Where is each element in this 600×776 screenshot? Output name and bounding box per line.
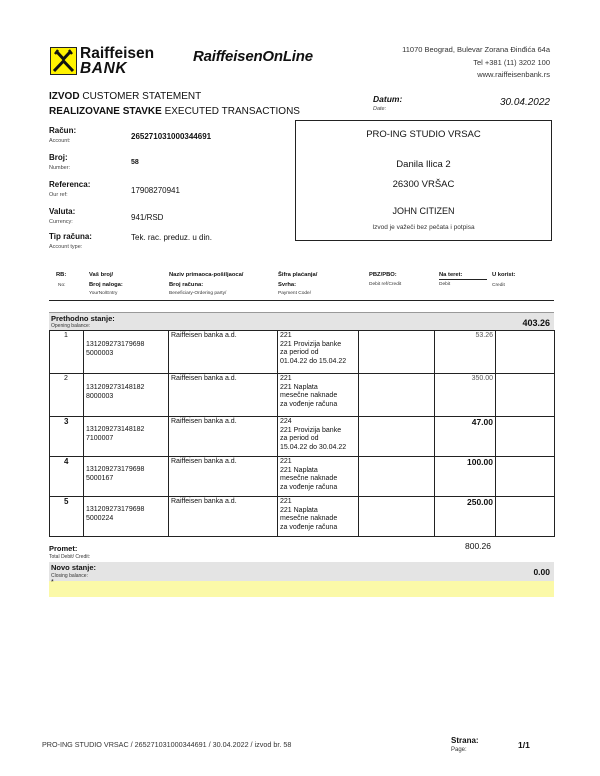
reference-value: 17908270941 <box>131 186 180 195</box>
code-line: za vođenje računa <box>280 524 338 532</box>
col-credit-label: U korist: <box>492 272 516 278</box>
code-line: za period od <box>280 349 319 357</box>
row-name: Raiffeisen banka a.d. <box>169 417 278 457</box>
code-line: 221 Naplata <box>280 506 318 514</box>
account-label: Račun: <box>49 126 77 135</box>
currency-sub: Currency: <box>49 219 73 225</box>
ref-line: 7100007 <box>86 434 114 442</box>
row-pbz <box>359 497 435 537</box>
col-rb-sub: No: <box>58 283 66 288</box>
row-pbz <box>359 331 435 374</box>
col-ref-label2: Broj naloga: <box>89 282 123 288</box>
ref-line: 131209273179698 <box>86 506 145 513</box>
row-number: 4 <box>50 457 84 497</box>
title-stavke: REALIZOVANE STAVKE <box>49 106 162 117</box>
date-value: 30.04.2022 <box>499 97 550 108</box>
date-sub: Date: <box>373 106 387 112</box>
ref-line: 5000224 <box>86 514 114 522</box>
code-line: 221 Naplata <box>280 466 318 474</box>
code-line: 221 <box>280 458 292 465</box>
table-row <box>50 331 555 374</box>
col-credit-sub: Credit <box>492 283 505 288</box>
row-debit: 100.00 <box>435 457 496 497</box>
currency-value: 941/RSD <box>131 213 164 222</box>
number-label: Broj: <box>49 153 68 162</box>
table-row <box>50 497 555 537</box>
address-line: www.raiffeisenbank.rs <box>477 70 550 79</box>
recipient-street: Danila Ilica 2 <box>396 159 451 170</box>
address-line: 11070 Beograd, Bulevar Zorana Đinđića 64a <box>402 45 550 54</box>
row-credit <box>496 457 555 497</box>
col-name-sub: Beneficiary-Ordering party/ <box>169 291 227 296</box>
row-debit: 53.26 <box>435 331 496 374</box>
ref-line: 131209273148182 <box>86 384 145 391</box>
closing-balance-row <box>49 562 554 581</box>
ref-line: 131209273179698 <box>86 341 145 348</box>
code-line: mesečne naknade <box>280 475 338 483</box>
row-credit <box>496 374 555 417</box>
reference-sub: Our ref: <box>49 192 68 198</box>
row-code <box>278 374 359 417</box>
code-line: za vođenje računa <box>280 401 338 409</box>
row-code <box>278 457 359 497</box>
col-debit-label: Na teret: <box>439 272 487 280</box>
code-line: za vođenje računa <box>280 484 338 492</box>
bank-address <box>402 44 550 82</box>
row-debit: 47.00 <box>435 417 496 457</box>
raiffeisen-logo-icon <box>50 47 77 75</box>
row-ref <box>84 331 169 374</box>
ref-line: 5000167 <box>86 474 114 482</box>
account-type-sub: Account type: <box>49 244 83 250</box>
currency-label: Valuta: <box>49 207 76 216</box>
closing-mark: * <box>51 579 54 586</box>
col-code-sub: Payment Code/ <box>278 291 312 296</box>
row-number: 1 <box>50 331 84 374</box>
ref-line: 131209273148182 <box>86 426 145 433</box>
recipient-company: PRO-ING STUDIO VRSAC <box>366 129 481 140</box>
col-name-label2: Broj računa: <box>169 282 204 288</box>
recipient-note: Izvod je važeči bez pečata i potpisa <box>372 224 475 231</box>
table-row <box>50 417 555 457</box>
row-ref <box>84 497 169 537</box>
row-name: Raiffeisen banka a.d. <box>169 331 278 374</box>
col-code-label2: Svrha: <box>278 282 297 288</box>
row-name: Raiffeisen banka a.d. <box>169 457 278 497</box>
date-label: Datum: <box>373 94 403 104</box>
opening-value: 403.26 <box>522 318 550 328</box>
row-ref <box>84 374 169 417</box>
code-line: 221 <box>280 498 292 505</box>
executed-title <box>49 106 300 117</box>
col-name-label: Naziv primaoca-pošiljaoca/ <box>169 272 244 278</box>
logo-line2: BANK <box>80 60 128 77</box>
number-value: 58 <box>131 159 139 166</box>
number-sub: Number: <box>49 165 71 171</box>
table-header <box>49 270 554 298</box>
code-line: mesečne naknade <box>280 515 338 523</box>
recipient-box <box>295 120 552 241</box>
title-izvod-rest: CUSTOMER STATEMENT <box>79 91 202 102</box>
table-row <box>50 374 555 417</box>
row-number: 2 <box>50 374 84 417</box>
col-pbz-sub: Debit ref/Credit <box>369 282 402 287</box>
col-rb-label: RB: <box>56 272 67 278</box>
opening-label: Prethodno stanje: <box>51 314 115 323</box>
opening-sub: Opening balance: <box>51 323 91 329</box>
account-value: 265271031000344691 <box>131 132 212 141</box>
code-line: 221 Provizija banke <box>280 340 342 348</box>
logo-line1: Raiffeisen <box>80 45 155 62</box>
row-pbz <box>359 374 435 417</box>
code-line: 221 <box>280 332 292 339</box>
col-debit-sub: Debit <box>439 282 451 287</box>
code-line: 221 Provizija banke <box>280 426 342 434</box>
code-line: 221 Naplata <box>280 383 318 391</box>
recipient-city: 26300 VRŠAC <box>392 179 455 190</box>
row-ref <box>84 457 169 497</box>
closing-highlight <box>49 581 554 597</box>
online-brand: RaiffeisenOnLine <box>193 48 313 65</box>
page-sub: Page: <box>451 747 467 753</box>
row-pbz <box>359 457 435 497</box>
row-ref <box>84 417 169 457</box>
footer-text: PRO-ING STUDIO VRSAC / 265271031000344691 / 30.04.2022 / izvod br. 58 <box>42 740 292 749</box>
code-line: mesečne naknade <box>280 392 338 400</box>
page-value: 1/1 <box>518 740 530 750</box>
statement-title <box>49 91 201 102</box>
page-label: Strana: <box>451 736 479 745</box>
row-code <box>278 497 359 537</box>
row-debit: 250.00 <box>435 497 496 537</box>
account-type-value: Tek. rac. preduz. u din. <box>131 233 212 242</box>
closing-sub: Closing balance: <box>51 573 88 579</box>
col-ref-sub: YourNo/Entry <box>89 291 118 296</box>
account-sub: Account: <box>49 138 71 144</box>
row-debit: 350.00 <box>435 374 496 417</box>
closing-label: Novo stanje: <box>51 563 97 572</box>
account-type-label: Tip računa: <box>49 232 92 241</box>
row-number: 5 <box>50 497 84 537</box>
ref-line: 8000003 <box>86 392 114 400</box>
code-line: 01.04.22 do 15.04.22 <box>280 358 347 366</box>
ref-line: 5000003 <box>86 349 114 357</box>
row-code <box>278 331 359 374</box>
address-line: Tel +381 (11) 3202 100 <box>473 57 550 67</box>
code-line: 221 <box>280 375 292 382</box>
row-code <box>278 417 359 457</box>
code-line: za period od <box>280 435 319 443</box>
row-credit <box>496 497 555 537</box>
code-line: 224 <box>280 418 292 425</box>
promet-label: Promet: <box>49 544 78 553</box>
row-credit <box>496 417 555 457</box>
table-row <box>50 457 555 497</box>
closing-value: 0.00 <box>533 567 550 577</box>
promet-debit: 800.26 <box>465 541 491 551</box>
row-number: 3 <box>50 417 84 457</box>
opening-balance-row <box>49 312 554 330</box>
promet-sub: Total Debit/ Credit: <box>49 554 91 560</box>
row-name: Raiffeisen banka a.d. <box>169 374 278 417</box>
title-izvod: IZVOD <box>49 91 80 102</box>
header-divider <box>49 300 554 301</box>
reference-label: Referenca: <box>49 180 91 189</box>
transactions-table <box>49 330 555 537</box>
row-pbz <box>359 417 435 457</box>
col-code-label: Šifra plaćanja/ <box>278 272 318 278</box>
title-stavke-rest: EXECUTED TRANSACTIONS <box>161 106 300 117</box>
code-line: 15.04.22 do 30.04.22 <box>280 444 347 452</box>
col-ref-label: Vaš broj/ <box>89 272 114 278</box>
row-credit <box>496 331 555 374</box>
ref-line: 131209273179698 <box>86 466 145 473</box>
col-pbz-label: PBZ/PBO: <box>369 272 397 278</box>
row-name: Raiffeisen banka a.d. <box>169 497 278 537</box>
recipient-person: JOHN CITIZEN <box>392 206 455 216</box>
